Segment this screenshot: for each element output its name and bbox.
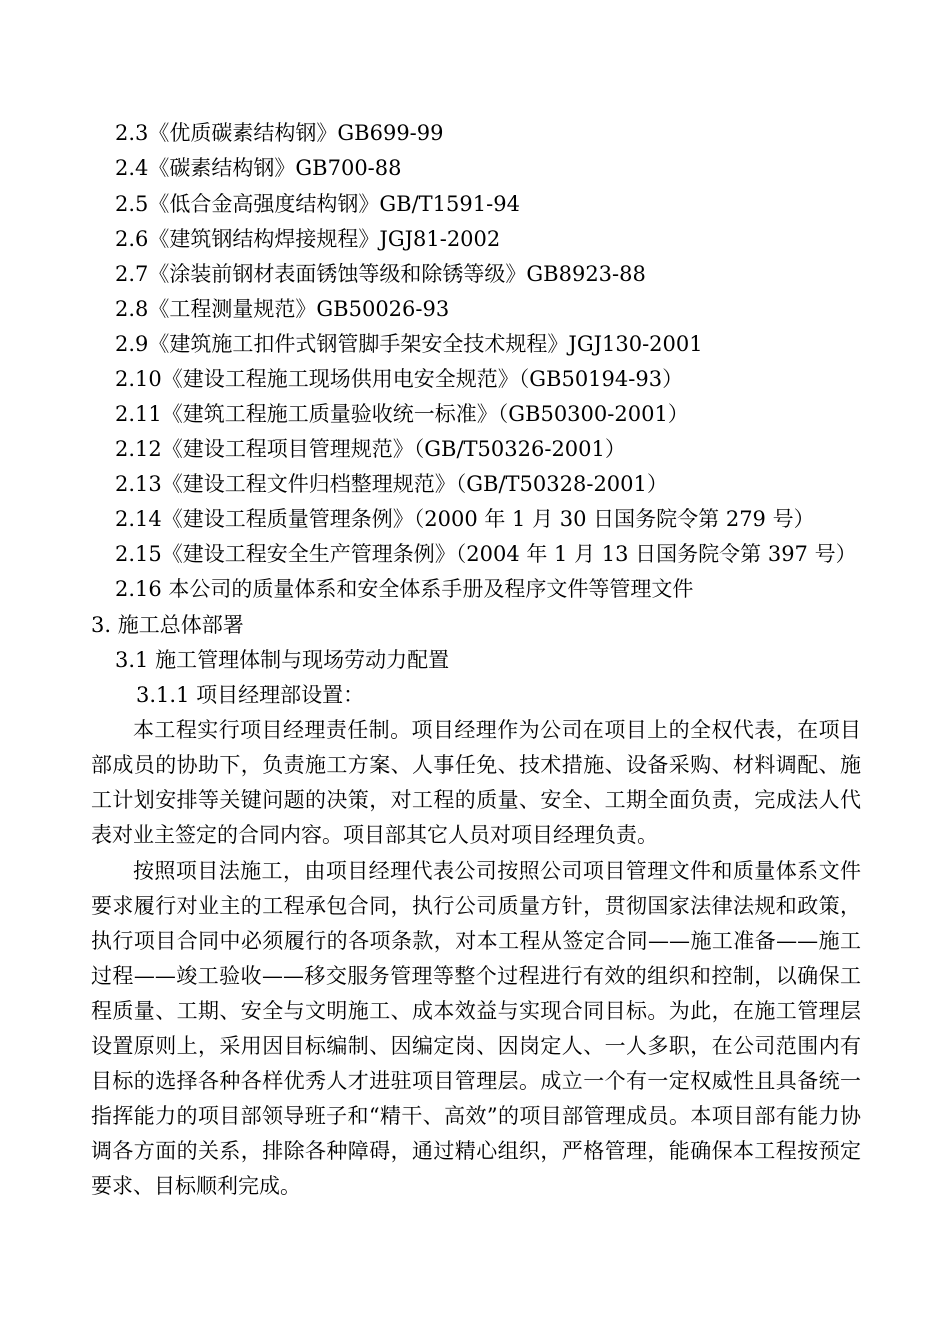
reference-item: 2.14《建设工程质量管理条例》（2000 年 1 月 30 日国务院令第 279 号） [115, 507, 815, 531]
reference-item: 2.9《建筑施工扣件式钢管脚手架安全技术规程》JGJ130-2001 [115, 332, 703, 356]
reference-item: 2.3《优质碳素结构钢》GB699-99 [115, 121, 444, 145]
subsection-heading: 3.1 施工管理体制与现场劳动力配置 [115, 648, 450, 672]
subsubsection-heading: 3.1.1 项目经理部设置： [136, 683, 365, 707]
reference-item: 2.11《建筑工程施工质量验收统一标准》（GB50300-2001） [115, 402, 689, 426]
paragraph-project-method: 按照项目法施工，由项目经理代表公司按照公司项目管理文件和质量体系文件要求履行对业主的工程承包合同，执行公司质量方针，贯彻国家法律法规和政策，执行项目合同中必须履行的各项条款，对本工程从签定合同——施工准备——施工过程——竣工验收——移交服务管理等整个过程进行有效的组织和控制，以确保工程质量、工期、安全与文明施工、成本效益与实现合同目标。为此，在施工管理层设置原则上，采用因目标编制、因编定岗、因岗定人、一人多职，在公司范围内有目标的选择各种各样优秀人才进驻项目管理层。成立一个有一定权威性且具备统一指挥能力的项目部领导班子和“精干、高效”的项目部管理成员。本项目部有能力协调各方面的关系，排除各种障碍，通过精心组织，严格管理，能确保本工程按预定要求、目标顺利完成。 [91, 859, 861, 1198]
reference-item: 2.7《涂装前钢材表面锈蚀等级和除锈等级》GB8923-88 [115, 262, 646, 286]
reference-item: 2.12《建设工程项目管理规范》（GB/T50326-2001） [115, 437, 626, 461]
reference-item: 2.6《建筑钢结构焊接规程》JGJ81-2002 [115, 227, 501, 251]
reference-item: 2.4《碳素结构钢》GB700-88 [115, 156, 402, 180]
reference-item: 2.10《建设工程施工现场供用电安全规范》（GB50194-93） [115, 367, 684, 391]
reference-item: 2.15《建设工程安全生产管理条例》（2004 年 1 月 13 日国务院令第 397 号） [115, 542, 857, 566]
section-heading: 3. 施工总体部署 [91, 613, 244, 637]
reference-item: 2.8《工程测量规范》GB50026-93 [115, 297, 450, 321]
reference-item: 2.5《低合金高强度结构钢》GB/T1591-94 [115, 192, 520, 216]
reference-item: 2.13《建设工程文件归档整理规范》（GB/T50328-2001） [115, 472, 668, 496]
paragraph-responsibility: 本工程实行项目经理责任制。项目经理作为公司在项目上的全权代表，在项目部成员的协助下，负责施工方案、人事任免、技术措施、设备采购、材料调配、施工计划安排等关键问题的决策，对工程的质量、安全、工期全面负责，完成法人代表对业主签定的合同内容。项目部其它人员对项目经理负责。 [91, 718, 861, 847]
reference-item: 2.16 本公司的质量体系和安全体系手册及程序文件等管理文件 [115, 577, 694, 601]
